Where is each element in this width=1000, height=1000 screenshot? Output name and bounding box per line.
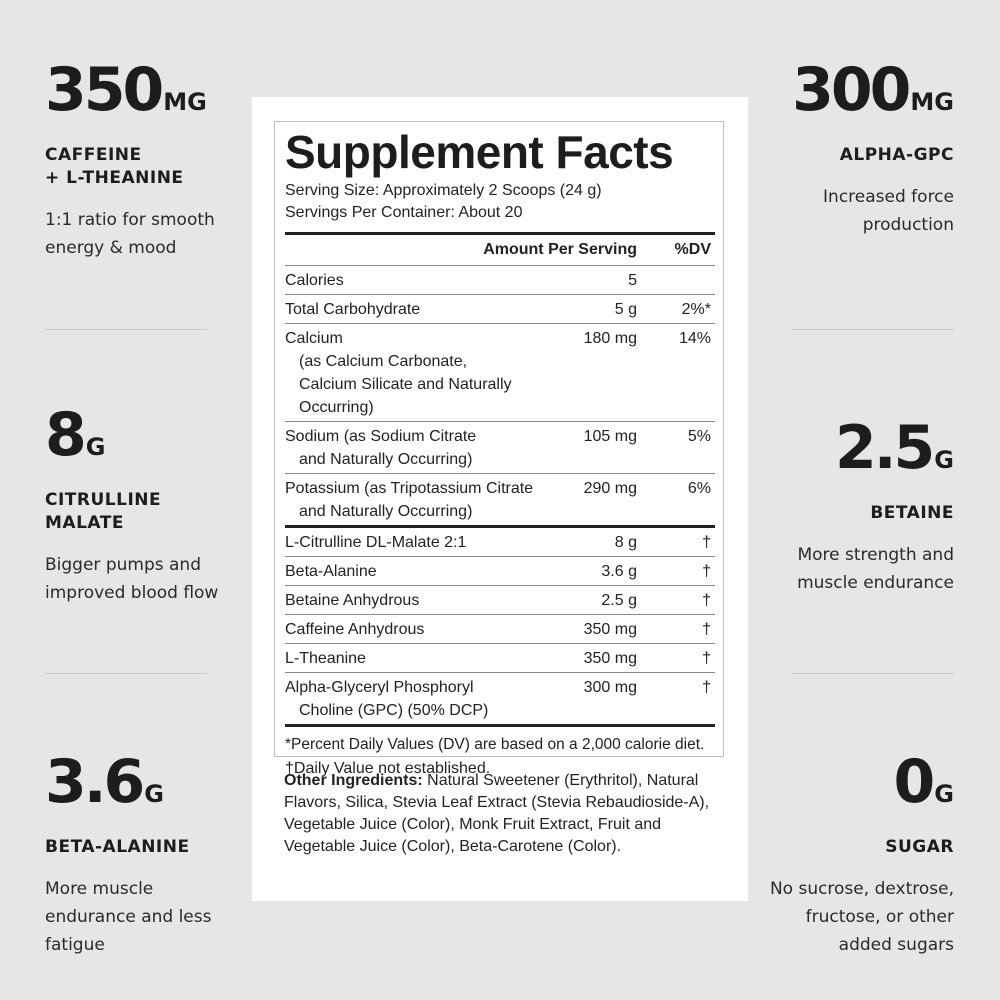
stat-caffeine bbox=[45, 55, 245, 262]
stat-citrulline bbox=[45, 400, 245, 607]
servings-per-container: Servings Per Container: About 20 bbox=[285, 204, 523, 221]
stat-description: Increased force production bbox=[823, 187, 954, 235]
stat-description: No sucrose, dextrose, fructose, or other added sugars bbox=[769, 879, 954, 955]
divider bbox=[792, 673, 954, 674]
footnote-dagger: †Daily Value not established. bbox=[285, 760, 491, 777]
stat-title: BETAINE bbox=[870, 503, 954, 523]
facts-title: Supplement Facts bbox=[285, 126, 674, 178]
stat-sugar bbox=[754, 747, 954, 959]
facts-header-row bbox=[285, 235, 715, 266]
supplement-card bbox=[252, 97, 748, 901]
nutrient-row: Sodium (as Sodium Citrate and Naturally Occurring) 105 mg 5% bbox=[285, 422, 715, 474]
stat-title: ALPHA-GPC bbox=[839, 145, 954, 165]
stat-value: 350MG bbox=[45, 55, 207, 125]
nutrient-row: Calcium (as Calcium Carbonate, Calcium Silicate and Naturally Occurring) 180 mg 14% bbox=[285, 324, 715, 422]
serving-size: Serving Size: Approximately 2 Scoops (24 g) bbox=[285, 182, 602, 199]
stat-alpha-gpc bbox=[754, 55, 954, 239]
stat-description: More muscle endurance and less fatigue bbox=[45, 879, 212, 955]
nutrient-row: Total Carbohydrate 5 g 2%* bbox=[285, 295, 715, 324]
divider bbox=[45, 673, 207, 674]
ingredient-row: Betaine Anhydrous 2.5 g † bbox=[285, 586, 715, 615]
stat-value: 8G bbox=[45, 400, 106, 470]
footnote-dv: *Percent Daily Values (DV) are based on a 2,000 calorie diet. bbox=[285, 736, 705, 753]
stat-title: CAFFEINE + L-THEANINE bbox=[45, 145, 184, 188]
stat-betaine bbox=[754, 413, 954, 597]
other-ingredients-label: Other Ingredients: bbox=[284, 772, 423, 789]
supplement-facts-panel bbox=[274, 121, 724, 777]
stat-value: 3.6G bbox=[45, 747, 164, 817]
ingredient-row: Beta-Alanine 3.6 g † bbox=[285, 557, 715, 586]
header-amount: Amount Per Serving bbox=[483, 241, 637, 258]
ingredient-row: L-Citrulline DL-Malate 2:1 8 g † bbox=[285, 528, 715, 557]
stat-value: 2.5G bbox=[835, 413, 954, 483]
stat-description: 1:1 ratio for smooth energy & mood bbox=[45, 210, 215, 258]
nutrient-row: Potassium (as Tripotassium Citrate and Naturally Occurring) 290 mg 6% bbox=[285, 480, 711, 520]
ingredient-row: Alpha-Glyceryl Phosphoryl Choline (GPC) (50% DCP) 300 mg † bbox=[285, 679, 711, 719]
stat-description: Bigger pumps and improved blood flow bbox=[45, 555, 219, 603]
header-dv: %DV bbox=[674, 241, 711, 258]
ingredient-row: Caffeine Anhydrous 350 mg † bbox=[285, 615, 715, 644]
divider bbox=[792, 329, 954, 330]
other-ingredients bbox=[284, 770, 724, 858]
nutrient-row: Calories 5 bbox=[285, 266, 715, 295]
stat-value: 300MG bbox=[792, 55, 954, 125]
stat-beta-alanine bbox=[45, 747, 245, 959]
stat-value: 0G bbox=[893, 747, 954, 817]
ingredient-row: L-Theanine 350 mg † bbox=[285, 644, 715, 673]
stat-title: BETA-ALANINE bbox=[45, 837, 190, 857]
other-ingredients-text: Natural Sweetener (Erythritol), Natural Flavors, Silica, Stevia Leaf Extract (Stevia Rebaudioside-A), Vegetable Juice (Color), Monk Fruit Extract, Fruit and Vegetable Juice (Color), Beta-Carotene (Color). bbox=[284, 772, 710, 855]
divider bbox=[45, 329, 207, 330]
stat-title: SUGAR bbox=[885, 837, 954, 857]
stat-title: CITRULLINE MALATE bbox=[45, 490, 162, 533]
stat-description: More strength and muscle endurance bbox=[797, 545, 954, 593]
